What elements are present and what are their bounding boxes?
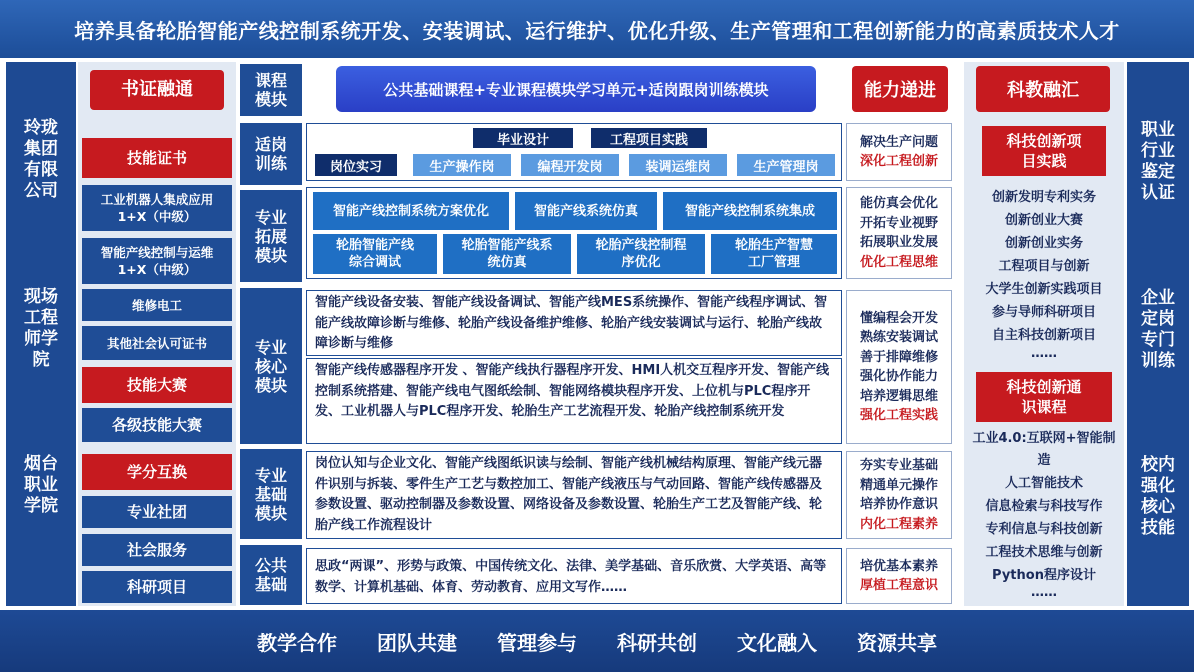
ability-text: 夯实专业基础 — [859, 458, 938, 473]
social-service: 社会服务 — [82, 534, 232, 566]
credit-exchange: 学分互换 — [82, 454, 232, 490]
tire-system-simulation: 轮胎智能产线系统仿真 — [443, 234, 571, 274]
list-item: 信息检索与科技写作 — [985, 499, 1103, 514]
side-label-enterprise-training: 企业定岗专门训练 — [1141, 288, 1175, 371]
side-label-engineer-college: 现场工程师学院 — [24, 287, 58, 370]
science-education-column — [964, 62, 1124, 606]
tire-comprehensive-debug: 轮胎智能产线综合调试 — [313, 234, 437, 274]
cert-robot: 工业机器人集成应用1+X（中级） — [82, 185, 232, 231]
competition-levels: 各级技能大赛 — [82, 408, 232, 442]
certificate-column — [78, 62, 236, 606]
jichu-module: 岗位认知与企业文化、智能产线图纸识读与绘制、智能产线机械结构原理、智能产线元器件识别与拆装、零件生产工艺与数控加工、智能产线液压与气动回路、智能产线传感器及参数设置、驱动控制器及参数设置、网络设备及参数设置、轮胎生产工艺及智能产线、轮胎产线工作流程设计 — [306, 451, 842, 539]
shigang-module — [306, 123, 842, 181]
ability-tuozhan — [846, 187, 952, 279]
ability-highlight: 内化工程素养 — [859, 516, 938, 532]
ability-highlight: 优化工程思维 — [859, 254, 938, 270]
ability-gonggong — [846, 548, 952, 604]
ability-hexin — [846, 290, 952, 444]
ability-highlight: 深化工程创新 — [859, 154, 938, 169]
cert-other: 其他社会认可证书 — [82, 326, 232, 360]
system-simulation: 智能产线系统仿真 — [515, 192, 657, 230]
cert-production-line: 智能产线控制与运维1+X（中级） — [82, 238, 232, 284]
list-item: 专利信息与科技创新 — [985, 522, 1103, 537]
skill-certificate: 技能证书 — [82, 138, 232, 178]
sec-innovation-practice: 科技创新项目实践 — [982, 126, 1106, 176]
tuozhan-module — [306, 187, 842, 279]
footer-bar — [0, 610, 1194, 672]
ability-text: 能仿真会优化 — [859, 196, 938, 211]
skill-competition: 技能大赛 — [82, 367, 232, 403]
hexin-module-part2: 智能产线传感器程序开发 、智能产线执行器程序开发、HMI人机交互程序开发、智能产线控制系统搭建、智能产线电气图纸绘制、智能网络模块程序开发、上位机与PLC程序开发、工业机器人与PLC程序开发、轮胎生产工艺流程开发、轮胎产线控制系统开发 — [306, 358, 842, 444]
footer-item-teaching: 教学合作 — [257, 630, 337, 655]
side-label-certification: 职业行业鉴定认证 — [1141, 120, 1175, 203]
list-item: 大学生创新实践项目 — [985, 282, 1103, 297]
ability-jichu — [846, 451, 952, 539]
research-project: 科研项目 — [82, 571, 232, 603]
header-course-structure: 公共基础课程+专业课程模块学习单元+适岗跟岗训练模块 — [336, 66, 816, 112]
professional-club: 专业社团 — [82, 496, 232, 528]
stage-hexin: 专业核心模块 — [240, 288, 302, 444]
list-item: …… — [1031, 585, 1057, 600]
right-side-bar — [1127, 62, 1189, 606]
innovation-courses-list — [964, 428, 1124, 599]
list-item: 创新发明专利实务 — [991, 190, 1096, 205]
ability-shigang — [846, 123, 952, 181]
list-item: 工程技术思维与创新 — [985, 545, 1103, 560]
ability-text: 解决生产问题 — [859, 134, 938, 150]
side-label-linglong: 玲珑集团有限公司 — [24, 118, 58, 201]
list-item: 工程项目与创新 — [998, 259, 1090, 274]
header-course-module: 课程模块 — [240, 64, 302, 116]
list-item: 人工智能技术 — [1004, 476, 1083, 491]
graduation-design: 毕业设计 — [473, 128, 573, 148]
list-item: 自主科技创新项目 — [991, 328, 1096, 343]
hexin-module-part1: 智能产线设备安装、智能产线设备调试、智能产线MES系统操作、智能产线程序调试、智能产线故障诊断与维修、轮胎产线设备维护维修、轮胎产线安装调试与运行、轮胎产线故障诊断与维修 — [306, 290, 842, 356]
stage-shigang: 适岗训练 — [240, 123, 302, 185]
ability-highlight: 强化工程实践 — [859, 408, 938, 423]
ability-text: 精通单元操作 — [859, 477, 938, 493]
ability-text: 懂编程会开发 — [859, 310, 938, 326]
engineering-practice: 工程项目实践 — [591, 128, 707, 148]
ability-text: 拓展职业发展 — [859, 235, 938, 250]
system-integration: 智能产线控制系统集成 — [663, 192, 837, 230]
sec-innovation-courses: 科技创新通识课程 — [976, 372, 1112, 422]
list-item: 工业4.0:互联网+智能制造 — [972, 431, 1116, 468]
ability-text: 培优基本素养 — [859, 558, 938, 574]
ability-text: 强化协作能力 — [859, 369, 938, 384]
header-book-cert: 书证融通 — [90, 70, 224, 110]
innovation-practice-list — [964, 186, 1124, 361]
list-item: 创新创业实务 — [1004, 236, 1083, 251]
gonggong-module: 思政“两课”、形势与政策、中国传统文化、法律、美学基础、音乐欣赏、大学英语、高等数学、计算机基础、体育、劳动教育、应用文写作…… — [306, 548, 842, 604]
ability-text: 善于排障维修 — [859, 349, 938, 365]
footer-item-team: 团队共建 — [377, 630, 457, 655]
footer-item-research: 科研共创 — [617, 630, 697, 655]
side-label-campus-skills: 校内强化核心技能 — [1141, 455, 1175, 538]
tire-program-optimization: 轮胎产线控制程序优化 — [577, 234, 705, 274]
header-ability: 能力递进 — [852, 66, 948, 112]
ability-text: 培养协作意识 — [859, 497, 938, 512]
ability-text: 开拓专业视野 — [859, 215, 938, 231]
post-installation: 装调运维岗 — [629, 154, 727, 176]
cert-electrician: 维修电工 — [82, 289, 232, 321]
ability-text: 培养逻辑思维 — [859, 388, 938, 404]
footer-item-culture: 文化融入 — [737, 630, 817, 655]
left-side-bar — [6, 62, 76, 606]
stage-gonggong: 公共基础 — [240, 545, 302, 605]
list-item: Python程序设计 — [992, 568, 1096, 583]
footer-item-management: 管理参与 — [497, 630, 577, 655]
footer-item-resources: 资源共享 — [857, 630, 937, 655]
solution-optimization: 智能产线控制系统方案优化 — [313, 192, 509, 230]
post-management: 生产管理岗 — [737, 154, 835, 176]
ability-text: 熟练安装调试 — [859, 330, 938, 345]
list-item: 参与导师科研项目 — [991, 305, 1096, 320]
ability-highlight: 厚植工程意识 — [859, 578, 938, 593]
side-label-yantai: 烟台职业学院 — [24, 454, 58, 516]
stage-jichu: 专业基础模块 — [240, 449, 302, 539]
list-item: 创新创业大赛 — [1004, 213, 1083, 228]
post-internship: 岗位实习 — [315, 154, 397, 176]
header-science-education: 科教融汇 — [976, 66, 1110, 112]
post-operation: 生产操作岗 — [413, 154, 511, 176]
list-item: …… — [1031, 346, 1057, 361]
tire-smart-factory: 轮胎生产智慧工厂管理 — [711, 234, 837, 274]
stage-tuozhan: 专业拓展模块 — [240, 190, 302, 282]
page-title: 培养具备轮胎智能产线控制系统开发、安装调试、运行维护、优化升级、生产管理和工程创新能力的高素质技术人才 — [0, 0, 1194, 58]
post-programming: 编程开发岗 — [521, 154, 619, 176]
